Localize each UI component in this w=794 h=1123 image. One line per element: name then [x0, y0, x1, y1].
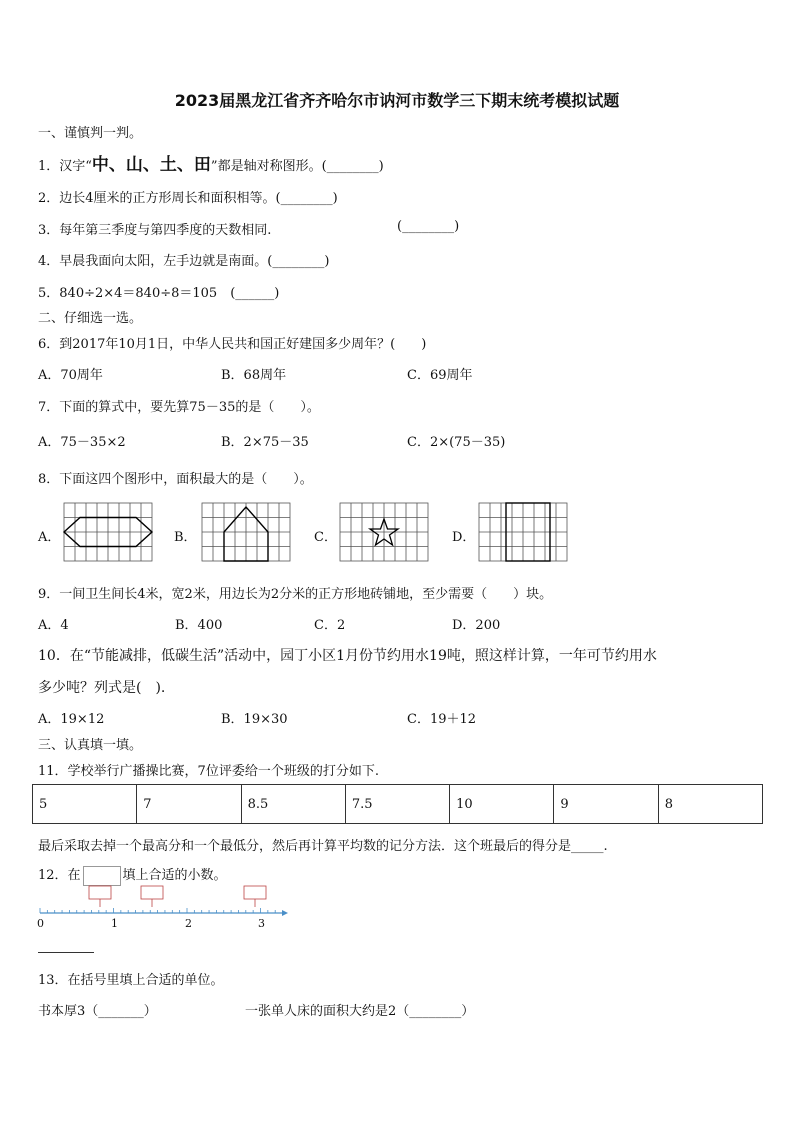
q13-right-item: 一张单人床的面积大约是2（________） — [245, 1004, 475, 1019]
q8-figure-c — [340, 503, 428, 561]
q8-option-a-label[interactable]: A． — [38, 530, 61, 545]
question-5: 5．840÷2×4＝840÷8＝105 (______) — [38, 286, 280, 301]
number-line — [36, 884, 288, 920]
q1-prefix: 1．汉字“ — [38, 159, 92, 174]
score-cell: 7 — [137, 785, 241, 824]
q13-left-item: 书本厚3（_______） — [38, 1004, 157, 1019]
question-10-line-2: 多少吨？列式是( ). — [38, 680, 166, 696]
tick-label-1: 1 — [111, 917, 118, 930]
question-12 — [38, 864, 227, 886]
q1-characters: 中、山、土、田 — [91, 155, 211, 175]
score-cell: 5 — [33, 785, 137, 824]
q7-option-a[interactable]: A．75－35×2 — [38, 435, 126, 450]
question-3: 3．每年第三季度与第四季度的天数相同. — [38, 223, 272, 238]
score-table — [32, 784, 763, 824]
table-row — [33, 785, 763, 824]
q7-option-c[interactable]: C．2×(75－35) — [407, 435, 506, 450]
q9-option-a[interactable]: A．4 — [38, 618, 69, 633]
q6-option-b[interactable]: B．68周年 — [221, 368, 287, 383]
answer-box-3 — [244, 886, 266, 899]
score-cell: 8.5 — [241, 785, 345, 824]
tick-label-2: 2 — [185, 917, 192, 930]
question-6: 6．到2017年10月1日，中华人民共和国正好建国多少周年？( ) — [38, 337, 427, 352]
q8-option-d-label[interactable]: D． — [452, 530, 476, 545]
question-11: 11．学校举行广播操比赛，7位评委给一个班级的打分如下. — [38, 764, 379, 779]
q12-suffix: 填上合适的小数。 — [122, 868, 227, 883]
score-cell: 7.5 — [345, 785, 449, 824]
q8-figure-a — [64, 503, 152, 561]
q10-option-c[interactable]: C．19＋12 — [407, 712, 477, 727]
question-13: 13．在括号里填上合适的单位。 — [38, 973, 224, 988]
q8-figure-b — [202, 503, 290, 561]
q8-figure-d — [479, 503, 567, 561]
answer-box-2 — [141, 886, 163, 899]
q9-option-c[interactable]: C．2 — [314, 618, 346, 633]
section-1-heading: 一、谨慎判一判。 — [38, 126, 143, 141]
question-2: 2．边长4厘米的正方形周长和面积相等。(________) — [38, 191, 338, 206]
score-cell: 8 — [658, 785, 762, 824]
q6-option-a[interactable]: A．70周年 — [38, 368, 103, 383]
q1-suffix: ”都是轴对称图形。(________) — [210, 159, 384, 174]
tick-label-3: 3 — [258, 917, 265, 930]
q10-option-b[interactable]: B．19×30 — [221, 712, 288, 727]
score-cell: 10 — [450, 785, 554, 824]
question-11-followup: 最后采取去掉一个最高分和一个最低分，然后再计算平均数的记分方法．这个班最后的得分是_____. — [38, 839, 608, 854]
q7-option-b[interactable]: B．2×75－35 — [221, 435, 309, 450]
q12-answer-box-sample — [83, 866, 121, 886]
question-9: 9．一间卫生间长4米，宽2米，用边长为2分米的正方形地砖铺地，至少需要（ ）块。 — [38, 587, 553, 602]
q9-option-d[interactable]: D．200 — [452, 618, 501, 633]
q8-option-b-label[interactable]: B． — [174, 530, 197, 545]
tick-label-0: 0 — [37, 917, 44, 930]
q6-option-c[interactable]: C．69周年 — [407, 368, 473, 383]
section-3-heading: 三、认真填一填。 — [38, 738, 143, 753]
question-7: 7．下面的算式中，要先算75－35的是（ ）。 — [38, 400, 320, 415]
q12-prefix: 12．在 — [38, 868, 81, 883]
question-10-line-1: 10．在“节能减排，低碳生活”活动中，园丁小区1月份节约用水19吨，照这样计算，一年可节约用水 — [38, 648, 657, 664]
score-cell: 9 — [554, 785, 658, 824]
question-4: 4．早晨我面向太阳，左手边就是南面。(________) — [38, 254, 330, 269]
q12-answer-line — [38, 952, 94, 953]
question-1 — [38, 150, 384, 175]
page-title: 2023届黑龙江省齐齐哈尔市讷河市数学三下期末统考模拟试题 — [174, 91, 620, 110]
section-2-heading: 二、仔细选一选。 — [38, 311, 143, 326]
q9-option-b[interactable]: B．400 — [175, 618, 223, 633]
q8-option-c-label[interactable]: C． — [314, 530, 337, 545]
question-8: 8．下面这四个图形中，面积最大的是（ ）。 — [38, 472, 313, 487]
q10-option-a[interactable]: A．19×12 — [38, 712, 105, 727]
answer-box-1 — [89, 886, 111, 899]
question-3-blank: (________) — [397, 219, 460, 234]
